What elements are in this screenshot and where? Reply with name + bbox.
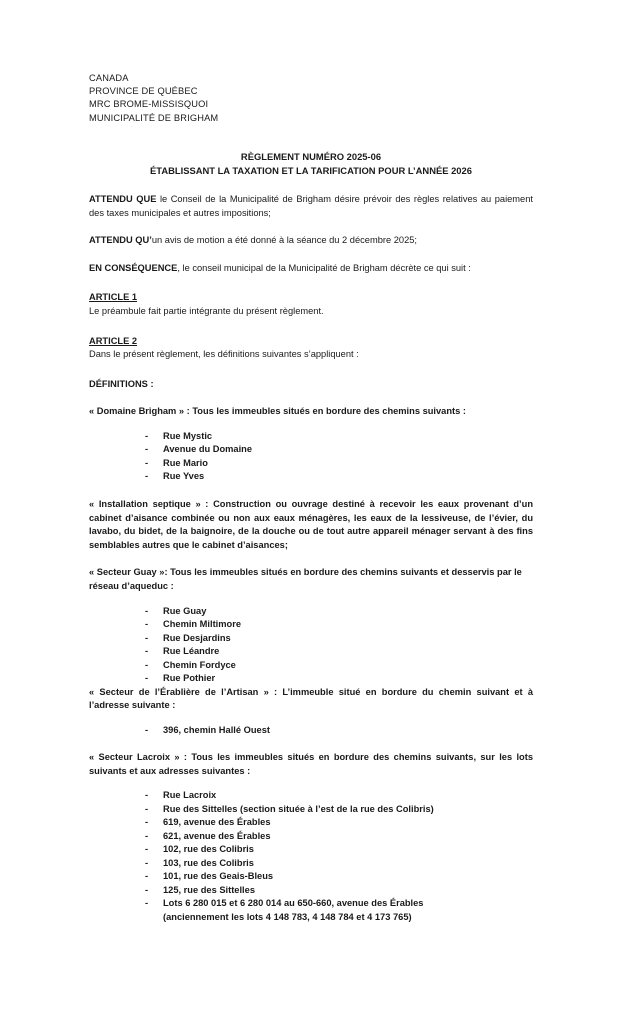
dash-marker: -	[145, 444, 149, 455]
article-2-body: Dans le présent règlement, les définitions suivantes s’appliquent :	[89, 349, 359, 360]
dash-marker: -	[145, 646, 149, 656]
dash-marker: -	[145, 605, 149, 616]
list-item	[89, 843, 533, 857]
preamble-attendu-que-text: le Conseil de la Municipalité de Brigham désire prévoir des règles relatives au paiement des taxes municipales et autres impositions;	[89, 194, 533, 218]
dash-marker: -	[145, 871, 149, 882]
preamble-attendu-que-lead: ATTENDU QUE	[89, 194, 157, 204]
dash-marker: -	[145, 457, 149, 468]
list-item	[89, 830, 533, 844]
preamble-attendu-que	[89, 193, 533, 220]
list-item	[89, 724, 533, 738]
domaine-brigham-list	[89, 430, 533, 484]
secteur-lacroix-list	[89, 789, 533, 924]
dash-marker: -	[145, 430, 149, 441]
secteur-erabliere-list	[89, 724, 533, 738]
preamble-en-consequence-lead: EN CONSÉQUENCE	[89, 262, 178, 273]
title-regulation-subject: ÉTABLISSANT LA TAXATION ET LA TARIFICATION POUR L’ANNÉE 2026	[150, 165, 472, 177]
definition-installation-septique: « Installation septique » : Construction ou ouvrage destiné à recevoir les eaux provenant d’un cabinet d’aisance combinée ou non aux eaux ménagères, les eaux de la lessiveuse, de l’évier, du lavabo, du bidet, de la baignoire, de la douche ou de tout autre appareil ménager servant à des fins semblables autres que le cabinet d’aisances;	[89, 498, 533, 550]
list-item	[89, 605, 533, 619]
article-2-heading-text: ARTICLE 2	[89, 335, 138, 346]
list-item-label-continuation: (anciennement les lots 4 148 783, 4 148 784 et 4 173 765)	[163, 911, 412, 922]
preamble-attendu-qu-text: un avis de motion a été donné à la séance du 2 décembre 2025;	[151, 235, 417, 246]
document-title	[89, 150, 533, 179]
list-item	[89, 430, 533, 444]
article-1-heading	[89, 291, 533, 305]
list-item-label: Lots 6 280 015 et 6 280 014 au 650-660, avenue des Érables	[163, 898, 424, 909]
dash-marker: -	[145, 724, 149, 735]
jurisdiction-line-province: PROVINCE DE QUÉBEC	[89, 86, 198, 97]
list-item-label: Rue Pothier	[163, 673, 216, 683]
list-item	[89, 816, 533, 830]
dash-marker: -	[145, 817, 149, 828]
list-item	[89, 618, 533, 632]
list-item-label: Rue Yves	[163, 471, 205, 482]
list-item	[89, 884, 533, 898]
dash-marker: -	[145, 790, 149, 801]
definition-secteur-guay-intro: « Secteur Guay »: Tous les immeubles situés en bordure des chemins suivants et desservis par le réseau d’aqueduc :	[89, 567, 522, 591]
dash-marker: -	[145, 673, 149, 683]
article-1-heading-text: ARTICLE 1	[89, 292, 138, 303]
list-item	[89, 659, 533, 673]
dash-marker: -	[145, 830, 149, 841]
dash-marker: -	[145, 857, 149, 868]
definition-secteur-erabliere-intro: « Secteur de l’Érablière de l’Artisan » : L’immeuble situé en bordure du chemin suivant et à l’adresse suivante :	[89, 686, 533, 711]
list-item	[89, 470, 533, 484]
list-item	[89, 645, 533, 659]
list-item-label: 621, avenue des Érables	[163, 830, 271, 841]
list-item-label: 101, rue des Geais-Bleus	[163, 871, 274, 882]
list-item	[89, 672, 533, 686]
list-item-label: 102, rue des Colibris	[163, 844, 254, 855]
dash-marker: -	[145, 844, 149, 855]
preamble-en-consequence	[89, 262, 533, 276]
list-item-label: Avenue du Domaine	[163, 444, 253, 455]
list-item-label: Rue Mystic	[163, 430, 213, 441]
list-item-label: Rue Léandre	[163, 646, 220, 656]
list-item	[89, 443, 533, 457]
preamble-attendu-qu-lead: ATTENDU QU’	[89, 235, 152, 246]
list-item-label: Chemin Fordyce	[163, 659, 236, 670]
list-item	[89, 857, 533, 871]
definitions-label: DÉFINITIONS :	[89, 378, 154, 389]
list-item-label: 396, chemin Hallé Ouest	[163, 724, 270, 735]
definition-secteur-lacroix-intro: « Secteur Lacroix » : Tous les immeubles situés en bordure des chemins suivants, sur les lots suivants et aux adresses suivantes :	[89, 752, 533, 776]
definition-domaine-brigham-intro: « Domaine Brigham » : Tous les immeubles situés en bordure des chemins suivants :	[89, 406, 466, 417]
jurisdiction-line-mrc: MRC BROME-MISSISQUOI	[89, 99, 209, 110]
dash-marker: -	[145, 898, 149, 909]
dash-marker: -	[145, 884, 149, 895]
secteur-guay-list	[89, 605, 533, 686]
list-item-label: Chemin Miltimore	[163, 619, 241, 629]
article-1-body: Le préambule fait partie intégrante du présent règlement.	[89, 305, 324, 316]
list-item	[89, 870, 533, 884]
list-item	[89, 789, 533, 803]
preamble-attendu-qu	[89, 234, 533, 248]
preamble-en-consequence-text: , le conseil municipal de la Municipalité de Brigham décrète ce qui suit :	[177, 262, 471, 273]
list-item	[89, 803, 533, 817]
list-item	[89, 632, 533, 646]
list-item-label: 125, rue des Sittelles	[163, 884, 255, 895]
jurisdiction-line-municipality: MUNICIPALITÉ DE BRIGHAM	[89, 112, 219, 123]
dash-marker: -	[145, 619, 149, 629]
jurisdiction-header	[89, 72, 533, 125]
jurisdiction-line-country: CANADA	[89, 73, 129, 83]
list-item-label: Rue Desjardins	[163, 632, 231, 643]
title-regulation-number: RÈGLEMENT NUMÉRO 2025-06	[240, 150, 382, 162]
dash-marker: -	[145, 803, 149, 814]
list-item	[89, 897, 533, 924]
dash-marker: -	[145, 632, 149, 643]
dash-marker: -	[145, 659, 149, 670]
list-item-label: 103, rue des Colibris	[163, 857, 254, 868]
article-2-heading	[89, 335, 533, 349]
list-item-label: Rue Guay	[163, 605, 207, 616]
list-item-label: Rue Lacroix	[163, 790, 217, 801]
list-item-label: Rue Mario	[163, 457, 208, 468]
dash-marker: -	[145, 471, 149, 482]
list-item-label: 619, avenue des Érables	[163, 817, 271, 828]
list-item	[89, 457, 533, 471]
list-item-label: Rue des Sittelles (section située à l’est de la rue des Colibris)	[163, 803, 434, 814]
document-content	[89, 72, 533, 924]
